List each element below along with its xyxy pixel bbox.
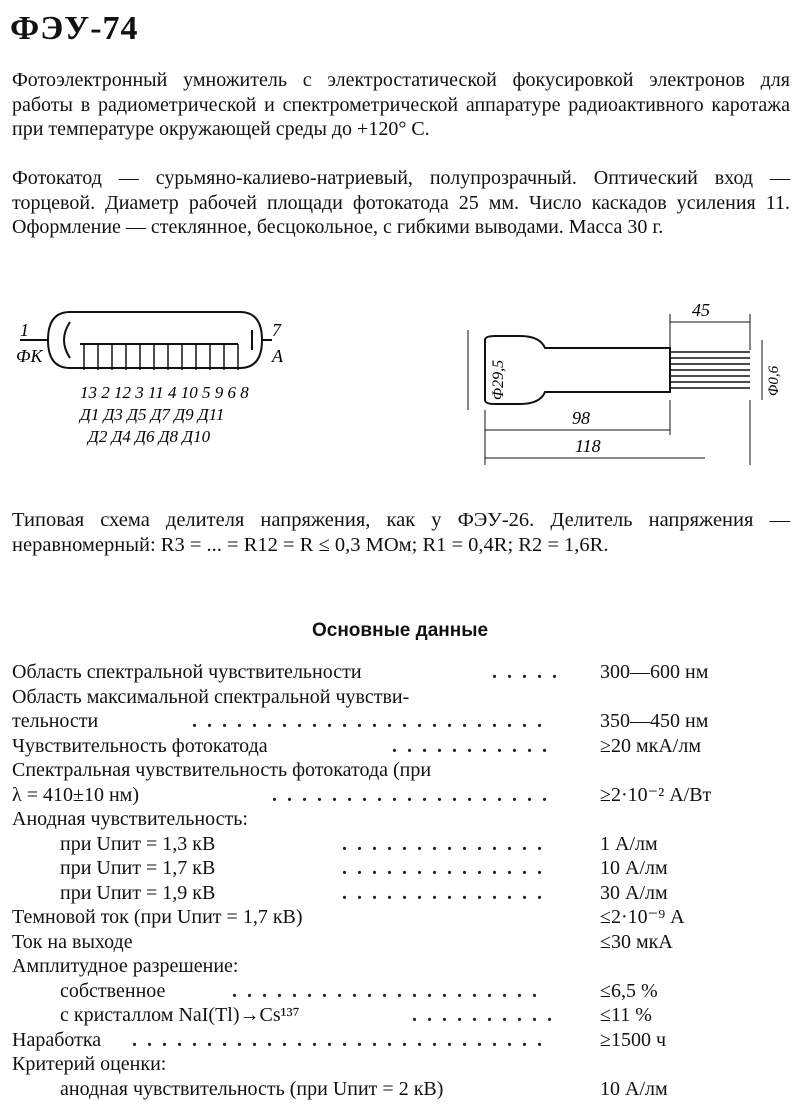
param-value: ≥2·10⁻² А/Вт — [600, 783, 712, 806]
parameters-list — [12, 660, 792, 1101]
dynodes-bottom: Д2 Д4 Д6 Д8 Д10 — [88, 427, 211, 446]
param-value: 10 А/лм — [600, 857, 668, 879]
dynodes-top: Д1 Д3 Д5 Д7 Д9 Д11 — [80, 405, 225, 424]
param-row — [12, 881, 792, 906]
param-label: Область спектральной чувствительности — [12, 661, 362, 683]
leader-dots: .......... — [412, 1004, 562, 1026]
leader-dots: ............................ — [132, 1028, 552, 1051]
param-row — [12, 1052, 792, 1077]
param-value: ≤2·10⁻⁹ А — [600, 906, 685, 928]
param-value: ≥20 мкА/лм — [600, 734, 701, 757]
pin-numbers: 13 2 12 3 11 4 10 5 9 6 8 — [80, 383, 249, 402]
param-value: 350—450 нм — [600, 710, 709, 732]
param-label: Ток на выходе — [12, 930, 133, 953]
param-label: Амплитудное разрешение: — [12, 955, 239, 977]
param-row — [12, 1077, 792, 1102]
param-label: собственное — [60, 979, 166, 1002]
param-row — [12, 954, 792, 979]
param-row — [12, 783, 792, 808]
tube-diagrams — [0, 300, 800, 480]
leader-dots: ........... — [392, 734, 557, 757]
leader-dots: ..................... — [232, 979, 547, 1002]
param-value: ≤11 % — [600, 1004, 652, 1026]
leads-length-label: 45 — [692, 300, 710, 320]
param-label: тельности — [12, 710, 99, 732]
page-title: ФЭУ-74 — [10, 10, 139, 47]
divider-paragraph: Типовая схема делителя напряжения, как у ФЭУ-26. Делитель напряжения — неравномерный: R3 = ... = R12 = R ≤ 0,3 МОм; R1 = 0,4R; R2 = 1,6R. — [12, 509, 790, 556]
param-row — [12, 832, 792, 857]
param-label: с кристаллом NaI(Tl)→Cs¹³⁷ — [60, 1004, 300, 1026]
param-label: Критерий оценки: — [12, 1053, 167, 1075]
leader-dots: .............. — [342, 857, 552, 879]
leader-dots: ..... — [492, 661, 567, 683]
param-label: Темновой ток (при Uпит = 1,7 кВ) — [12, 906, 303, 928]
param-row — [12, 709, 792, 734]
leader-dots: .............. — [342, 881, 552, 904]
dimension-drawing — [468, 314, 762, 465]
param-value: 1 А/лм — [600, 832, 658, 855]
schematic-diagram — [20, 312, 272, 370]
body-length-label: 98 — [572, 408, 590, 428]
description-paragraph: Фотоэлектронный умножитель с электростатической фокусировкой электронов для работы в радиометрической и спектрометрической аппаратуре радиоактивного каротажа при температуре окружающей среды до +120° С. — [12, 69, 790, 140]
param-row — [12, 734, 792, 759]
param-row — [12, 979, 792, 1004]
total-length-label: 118 — [575, 436, 601, 456]
param-label: Наработка — [12, 1028, 102, 1051]
param-label: Анодная чувствительность: — [12, 808, 248, 830]
cathode-paragraph: Фотокатод — сурьмяно-калиево-натриевый, полупрозрачный. Оптический вход — торцевой. Диаметр рабочей площади фотокатода 25 мм. Число каскадов усиления 11. Оформление — стеклянное, бесцокольное, с гибкими выводами. Масса 30 г. — [12, 167, 790, 238]
param-row — [12, 856, 792, 881]
param-label: анодная чувствительность (при Uпит = 2 кВ) — [60, 1077, 444, 1100]
param-row — [12, 685, 792, 710]
param-row — [12, 1003, 792, 1028]
param-value: ≥1500 ч — [600, 1028, 667, 1051]
param-value: 30 А/лм — [600, 881, 668, 904]
param-label: при Uпит = 1,7 кВ — [60, 857, 216, 879]
param-value: 300—600 нм — [600, 661, 709, 683]
param-row — [12, 1028, 792, 1053]
leader-dots: ................... — [272, 783, 557, 806]
section-title: Основные данные — [311, 620, 489, 641]
param-row — [12, 660, 792, 685]
anode-label: А — [272, 346, 283, 366]
cathode-label: ФК — [16, 346, 43, 366]
param-label: Область максимальной спектральной чувстви- — [12, 685, 410, 708]
param-label: Чувствительность фотокатода — [12, 734, 268, 757]
param-row — [12, 807, 792, 832]
param-row — [12, 758, 792, 783]
param-label: Спектральная чувствительность фотокатода (при — [12, 759, 432, 781]
param-value: ≤30 мкА — [600, 930, 673, 953]
pin-right: 7 — [272, 320, 281, 340]
param-label: λ = 410±10 нм) — [12, 783, 139, 806]
lead-diameter-label: Φ0,6 — [766, 365, 782, 396]
param-value: 10 А/лм — [600, 1077, 668, 1100]
leader-dots: .............. — [342, 832, 552, 855]
param-row — [12, 930, 792, 955]
param-label: при Uпит = 1,9 кВ — [60, 881, 216, 904]
diameter-label: Φ29,5 — [490, 359, 507, 400]
leader-dots: ........................ — [192, 710, 552, 732]
param-value: ≤6,5 % — [600, 979, 658, 1002]
param-label: при Uпит = 1,3 кВ — [60, 832, 216, 855]
pin-left: 1 — [20, 320, 29, 340]
param-row — [12, 905, 792, 930]
